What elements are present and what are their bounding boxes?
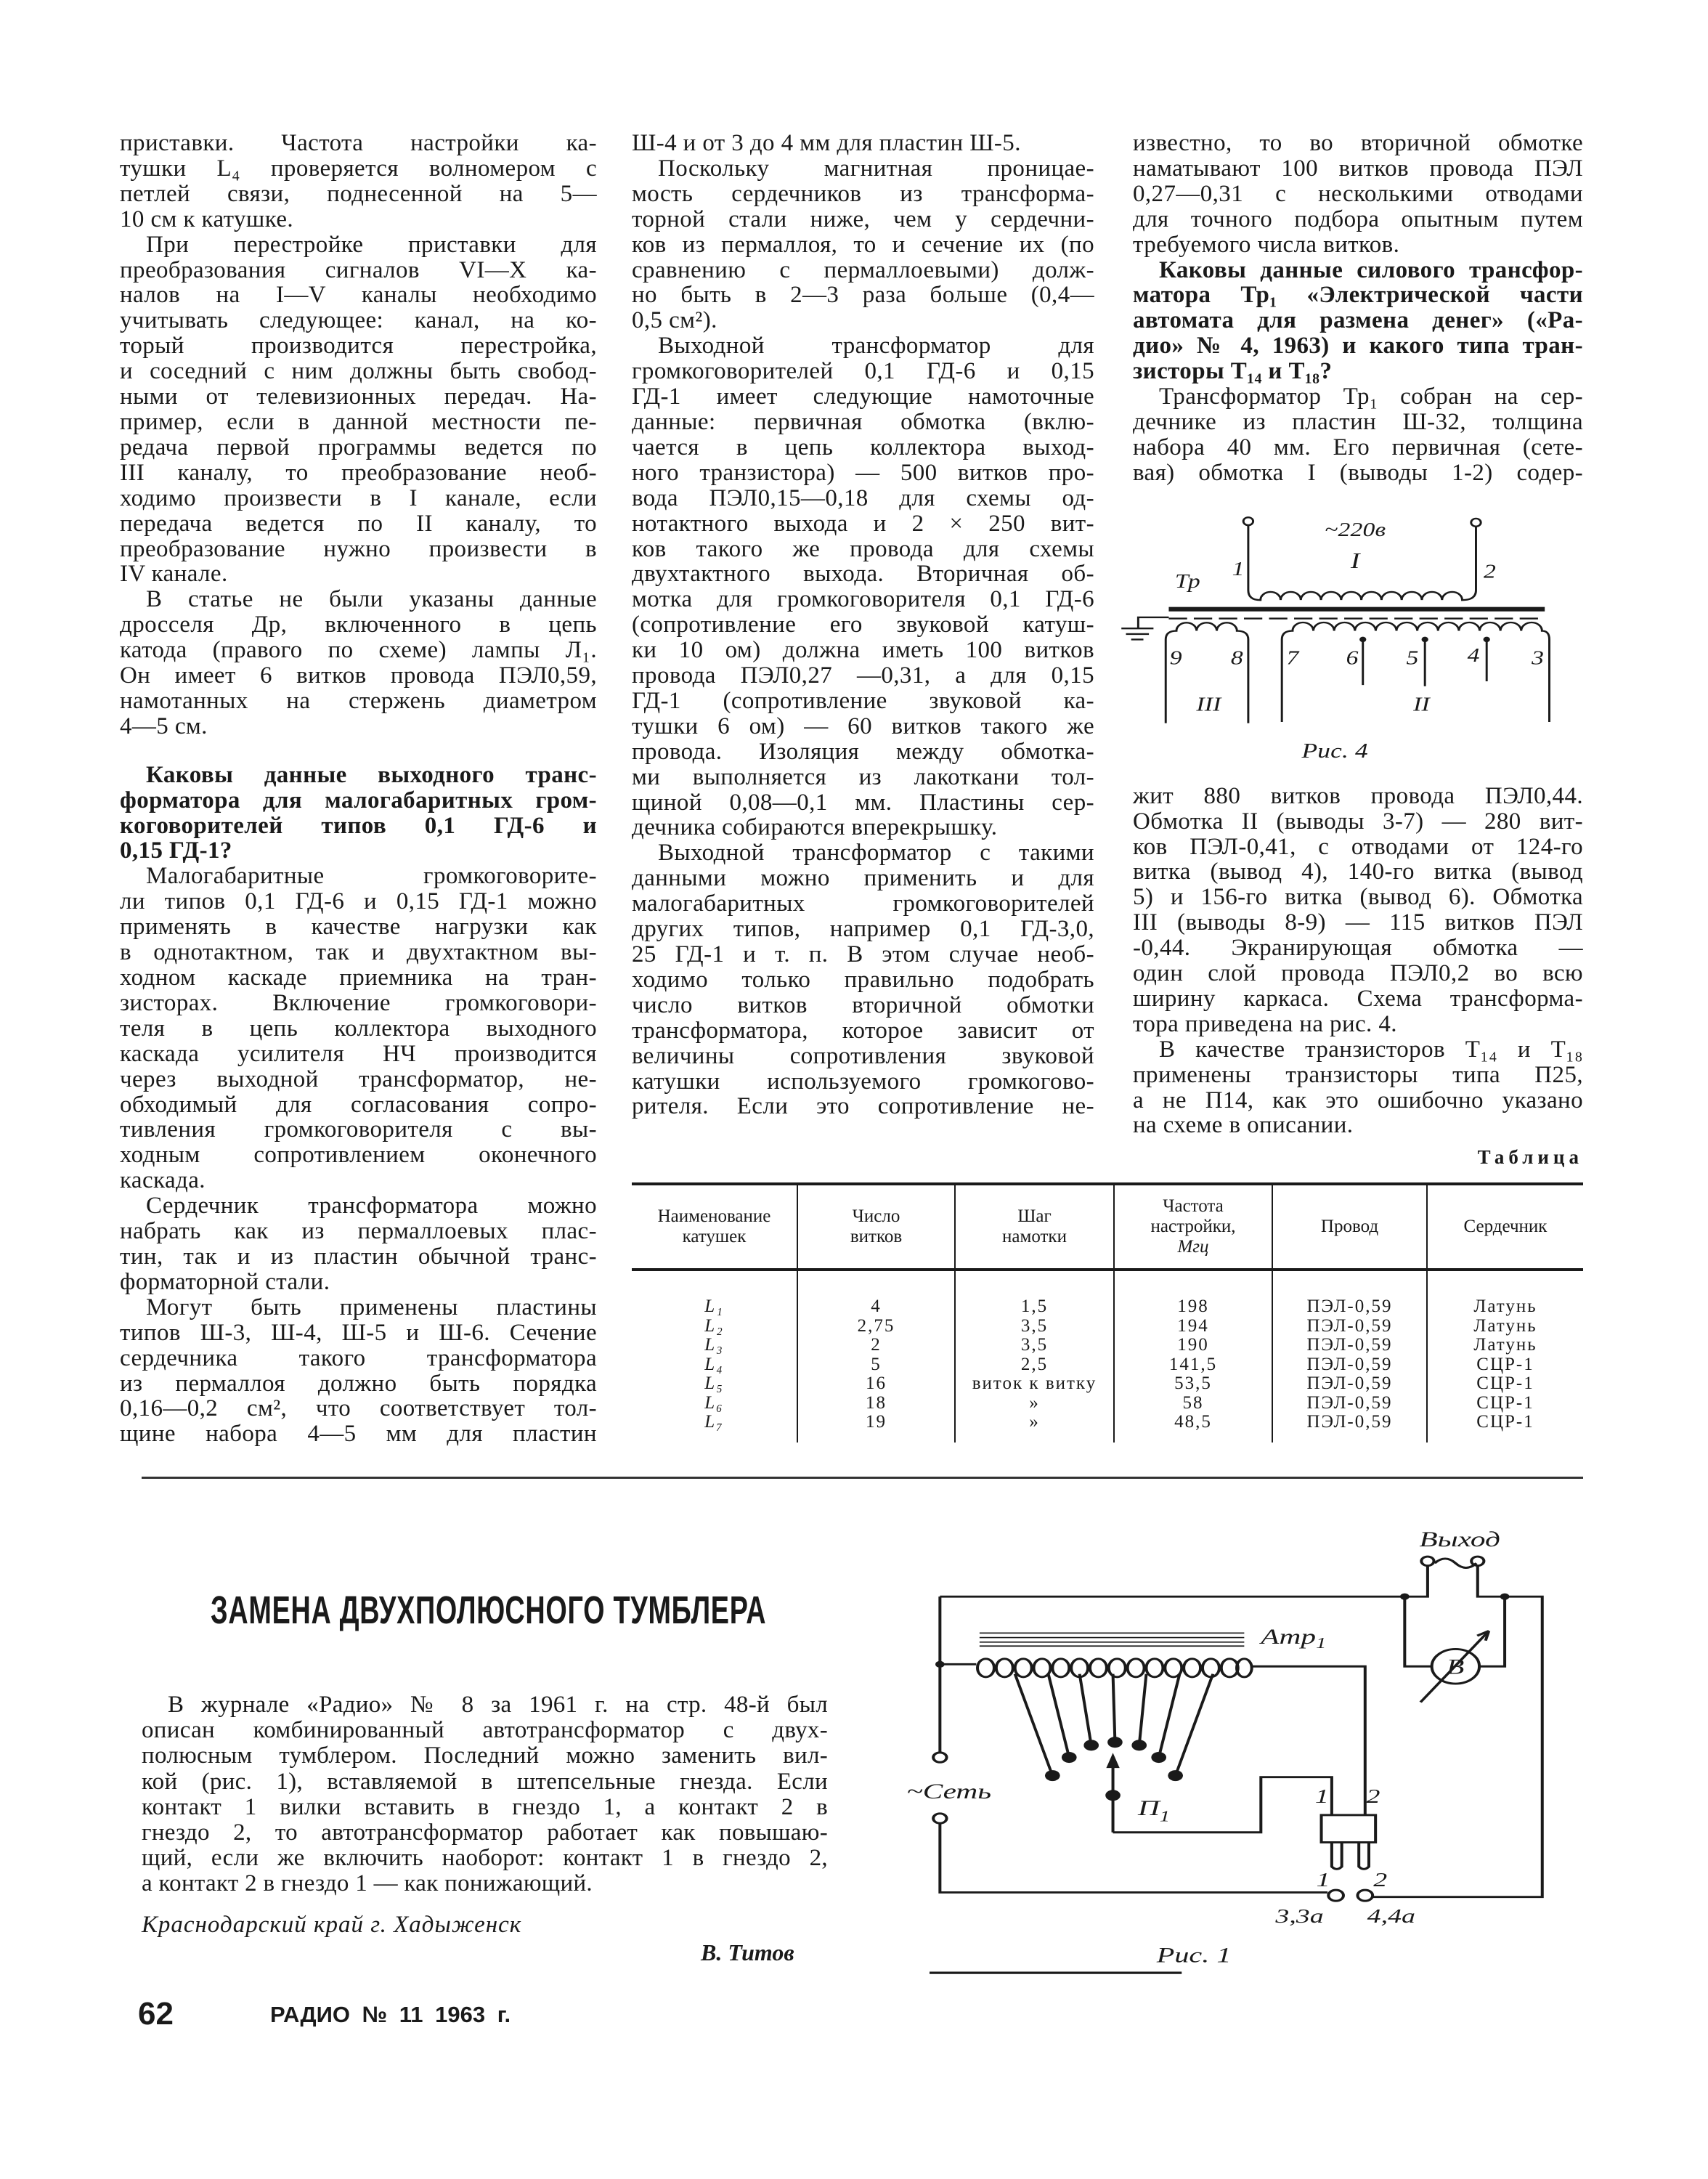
table-header-row	[632, 1184, 1583, 1270]
table-cell: 2,75	[857, 1315, 895, 1336]
text-line: торной стали ниже, чем у сердечни-	[632, 206, 1094, 232]
section-divider	[142, 1477, 1583, 1479]
text-line: число витков вторичной обмотки	[632, 991, 1094, 1018]
table-column	[1114, 1270, 1272, 1442]
table-cell: ПЭЛ-0,59	[1306, 1335, 1393, 1355]
column-header-text: Число	[852, 1206, 900, 1226]
table-cell: L₅	[704, 1373, 724, 1393]
text-line: Ш-4 и от 3 до 4 мм для пластин Ш-5.	[632, 130, 1021, 156]
text-line: ходном каскаде приемника на тран-	[120, 965, 597, 991]
text-line: преобразования сигналов VI—X ка-	[120, 256, 597, 283]
table-cell: Латунь	[1473, 1297, 1537, 1316]
label-output: Выход	[1419, 1527, 1500, 1551]
text-line: Могут быть применены пластины	[146, 1294, 597, 1320]
text-line: В журнале «Радио» № 8 за 1961 г. на стр. 48-й был	[168, 1692, 828, 1718]
text-line: каскада усилителя НЧ производится	[120, 1040, 597, 1067]
table-cell: ПЭЛ-0,59	[1306, 1392, 1393, 1413]
text-line: на схеме в описании.	[1133, 1112, 1354, 1139]
text-line: известно, то во вторичной обмотке	[1133, 130, 1583, 156]
article-place: Краснодарский край г. Хадыженск	[142, 1912, 522, 1938]
table-cell: СЦР-1	[1476, 1373, 1534, 1393]
text-line: двухтактного выхода. Вторичная об-	[632, 561, 1094, 588]
table-cell: 4	[871, 1297, 882, 1316]
column-header-text: Частота	[1163, 1196, 1224, 1216]
text-line: зисторах. Включение громкоговори-	[120, 989, 597, 1016]
text-line: щиной 0,08—0,1 мм. Пластины сер-	[632, 789, 1094, 816]
text-line: дио» № 4, 1963) и какого типа тран-	[1133, 333, 1583, 360]
text-line: для точного подбора опытным путем	[1133, 206, 1583, 232]
coil-wires	[940, 1664, 1365, 1815]
text-line: данными можно применить и для	[632, 865, 1094, 892]
label-mains: ~Сеть	[906, 1779, 992, 1803]
column-header-text: намотки	[1002, 1227, 1067, 1246]
table-column	[955, 1270, 1114, 1442]
text-line: чается в цепь коллектора выход-	[632, 434, 1094, 460]
column-header-text: Шаг	[1017, 1206, 1052, 1226]
text-line: трансформатора, которое зависит от	[632, 1017, 1094, 1044]
table-cell: 190	[1177, 1335, 1209, 1355]
text-line: ходимо только правильно подобрать	[632, 966, 1094, 993]
text-line: Трансформатор Тр₁ собран на сер-	[1159, 384, 1583, 410]
text-line: ков такого же провода для схемы	[632, 535, 1094, 562]
text-line: полюсным тумблером. Последний можно заменить вил-	[142, 1742, 828, 1769]
text-line: автомата для размена денег» («Ра-	[1133, 307, 1583, 334]
terminal-1-icon	[1243, 517, 1253, 525]
text-line: из пермаллоя должно быть порядка	[120, 1370, 597, 1397]
figure-1-caption: Рис. 1	[1156, 1943, 1232, 1968]
label-voltage: ~220в	[1325, 518, 1386, 540]
table-cell: L₇	[704, 1412, 724, 1432]
label-winding-I: I	[1350, 548, 1360, 573]
text-line: учитывать следующее: канал, на ко-	[120, 307, 597, 334]
circuit-wires	[940, 1565, 1542, 1897]
text-line: других типов, например 0,1 ГД-3,0,	[632, 916, 1094, 943]
text-line: тивления громкоговорителя с вы-	[120, 1116, 597, 1143]
text-line: теля в цепь коллектора выходного	[120, 1015, 597, 1042]
column-header	[1114, 1184, 1272, 1270]
footer-magazine-issue: РАДИО № 11 1963 г.	[270, 2002, 511, 2027]
text-line: Сердечник трансформатора можно	[146, 1193, 597, 1220]
text-line: типов Ш-3, Ш-4, Ш-5 и Ш-6. Сечение	[120, 1319, 597, 1346]
table-cell: 3,5	[1020, 1335, 1049, 1355]
plug-prongs-icon	[1332, 1843, 1369, 1870]
text-line: в однотактном, так и двухтактном вы-	[120, 939, 597, 966]
table-cell: ПЭЛ-0,59	[1306, 1315, 1393, 1336]
text-line: ходимо произвести в I канале, если	[120, 484, 597, 511]
table-cell: 53,5	[1174, 1373, 1212, 1393]
column-header-text: витков	[850, 1227, 903, 1246]
label-winding-II: II	[1413, 693, 1430, 715]
column-header	[632, 1184, 797, 1270]
column-header-text: катушек	[682, 1227, 747, 1246]
text-line: ного транзистора) — 500 витков про-	[632, 459, 1094, 486]
table-cell: СЦР-1	[1476, 1354, 1534, 1374]
table-cell: 141,5	[1168, 1354, 1218, 1374]
question-heading	[120, 763, 597, 864]
paragraph	[120, 864, 597, 1193]
label-8: 8	[1230, 646, 1243, 669]
text-line: зисторы Т₁₄ и Т₁₈?	[1133, 358, 1333, 385]
text-line: ГД-1 имеет следующие намоточные	[632, 384, 1094, 410]
mains-terminal-2-icon	[933, 1814, 946, 1823]
table-caption: Таблица	[1477, 1146, 1583, 1168]
paragraph	[120, 1193, 597, 1295]
text-line: передача ведется по II каналу, то	[120, 510, 597, 537]
text-line: ми выполняется из лакоткани тол-	[632, 763, 1094, 790]
text-line: а не П14, как это ошибочно указано	[1133, 1087, 1583, 1113]
column-header	[797, 1184, 955, 1270]
text-line: В качестве транзисторов Т₁₄ и Т₁₈	[1159, 1036, 1583, 1063]
label-5: 5	[1406, 646, 1419, 669]
text-line: мость сердечников из трансформа-	[632, 180, 1094, 207]
article-title: ЗАМЕНА ДВУХПОЛЮСНОГО ТУМБЛЕРА	[211, 1588, 767, 1632]
text-line: тушки 6 ом) — 60 витков такого же	[632, 713, 1094, 739]
label-7: 7	[1286, 646, 1299, 669]
table-cell: Латунь	[1473, 1335, 1537, 1355]
text-line: 0,16—0,2 см², что соответствует тол-	[120, 1395, 597, 1422]
text-line: приставки. Частота настройки ка-	[120, 130, 597, 156]
text-line: ширину каркаса. Схема трансформа-	[1133, 985, 1583, 1012]
text-line: контакт 1 вилки вставить в гнездо 1, а контакт 2 в	[142, 1793, 828, 1820]
text-line: мотка для громкоговорителя 0,1 ГД-6	[632, 586, 1094, 613]
paragraph	[632, 840, 1094, 1119]
table-cell: 16	[866, 1373, 887, 1393]
text-line: Выходной трансформатор с такими	[658, 840, 1094, 867]
paragraph	[1133, 384, 1583, 486]
text-line: требуемого числа витков.	[1133, 231, 1400, 258]
label-socket-1: 1	[1316, 1868, 1330, 1891]
table-cell: 58	[1182, 1392, 1204, 1413]
text-line: 0,5 см²).	[632, 307, 717, 334]
text-line: наматывают 100 витков провода ПЭЛ	[1133, 155, 1583, 182]
text-line: а контакт 2 в гнездо 1 — как понижающий.	[142, 1870, 593, 1897]
table-cell: Латунь	[1473, 1315, 1537, 1336]
paragraph	[120, 131, 597, 232]
table-cell: 3,5	[1020, 1315, 1049, 1336]
paragraph	[120, 587, 597, 739]
label-4: 4	[1467, 644, 1480, 666]
column-header-text: Мгц	[1177, 1237, 1209, 1257]
label-voltmeter: В	[1446, 1655, 1465, 1679]
paragraph	[632, 333, 1094, 840]
text-line: но быть в 2—3 раза больше (0,4—	[632, 282, 1094, 309]
text-line: редача первой программы ведется по	[120, 434, 597, 460]
text-line: Малогабаритные громкоговорите-	[146, 863, 597, 890]
text-line: малогабаритных громкоговорителей	[632, 890, 1094, 917]
label-plug-2: 2	[1366, 1785, 1380, 1808]
text-line: IV канале.	[120, 561, 228, 588]
table-cell: 48,5	[1174, 1412, 1212, 1432]
text-line: сердечника такого трансформатора	[120, 1344, 597, 1371]
text-line: налов на I—V каналы необходимо	[120, 282, 597, 309]
paragraph	[1133, 784, 1583, 1037]
text-line: Каковы данные силового трансфор-	[1159, 256, 1583, 283]
socket-1-icon	[1328, 1890, 1343, 1901]
text-line: Каковы данные выходного транс-	[146, 761, 597, 788]
text-line: один слой провода ПЭЛ0,2 во всю	[1133, 960, 1583, 987]
text-line: тушки L₄ проверяется волномером с	[120, 155, 597, 182]
column-header	[1427, 1184, 1583, 1270]
column-1	[120, 131, 597, 1447]
paragraph	[632, 156, 1094, 333]
text-line: щине набора 4—5 мм для пластин	[120, 1421, 597, 1448]
table-cell: ПЭЛ-0,59	[1306, 1373, 1393, 1393]
table-cell: виток к витку	[972, 1373, 1097, 1393]
text-line: III (выводы 8-9) — 115 витков ПЭЛ	[1133, 909, 1583, 936]
text-line: В статье не были указаны данные	[146, 586, 597, 613]
text-line: жит 880 витков провода ПЭЛ0,44.	[1133, 782, 1583, 809]
text-line: ходным сопротивлением оконечного	[120, 1142, 597, 1169]
plug-icon	[1322, 1815, 1376, 1843]
column-header	[955, 1184, 1114, 1270]
text-line: гнездо 2, то автотрансформатор работает как повышаю-	[142, 1819, 828, 1846]
mains-terminal-1-icon	[933, 1753, 946, 1762]
text-line: каскада.	[120, 1167, 206, 1194]
text-line: торый производится перестройка,	[120, 333, 597, 360]
text-line: ГД-1 (сопротивление звуковой ка-	[632, 687, 1094, 714]
output-terminal-1-icon	[1421, 1557, 1434, 1566]
column-header	[1272, 1184, 1427, 1270]
text-line: вая) обмотка I (выводы 1-2) содер-	[1133, 459, 1583, 486]
text-line: ными от телевизионных передач. На-	[120, 384, 597, 410]
table-cell: 2,5	[1020, 1354, 1049, 1374]
text-line: Он имеет 6 витков провода ПЭЛ0,59,	[120, 662, 597, 689]
table-cell: 19	[866, 1412, 887, 1432]
text-line: ли типов 0,1 ГД-6 и 0,15 ГД-1 можно	[120, 888, 597, 915]
table-cell: »	[1029, 1392, 1040, 1413]
text-line: форматора для малогабаритных гром-	[120, 787, 597, 813]
text-line: провода. Изоляция между обмотка-	[632, 738, 1094, 765]
figure-4-caption: Рис. 4	[1301, 739, 1368, 762]
socket-2-icon	[1357, 1890, 1372, 1901]
paragraph	[632, 131, 1094, 156]
label-2: 2	[1483, 560, 1497, 583]
article-body	[142, 1692, 828, 1897]
paragraph	[120, 1295, 597, 1447]
text-line: сравнению с пермаллоевыми) долж-	[632, 256, 1094, 283]
paragraph	[1133, 1037, 1583, 1139]
text-line: витка (вывод 4), 140-го витка (вывод	[1133, 859, 1583, 885]
text-line: через выходной трансформатор, не-	[120, 1066, 597, 1092]
text-line: нотактного выхода и 2 × 250 вит-	[632, 510, 1094, 537]
text-line: обходимый для согласования сопро-	[120, 1091, 597, 1118]
table-cell: 1,5	[1020, 1297, 1049, 1316]
column-2	[632, 131, 1094, 1119]
text-line: форматорной стали.	[120, 1268, 330, 1295]
ground-icon	[1121, 617, 1168, 640]
text-line: дечника собираются вперекрышку.	[632, 814, 998, 841]
text-line: ки 10 ом) должна иметь 100 витков	[632, 637, 1094, 664]
text-line: ков ПЭЛ-0,41, с отводами от 124-го	[1133, 833, 1583, 860]
text-line: дечнике из пластин Ш-32, толщина	[1133, 408, 1583, 435]
label-switch: $П_1$	[1137, 1795, 1171, 1825]
table-cell: L₄	[704, 1354, 724, 1374]
autotransformer-coil	[977, 1659, 1252, 1677]
text-line: 10 см к катушке.	[120, 206, 294, 232]
text-line: кой (рис. 1), вставляемой в штепсельные гнезда. Если	[142, 1768, 828, 1795]
column-header-text: настройки,	[1150, 1217, 1236, 1236]
label-9: 9	[1169, 646, 1182, 669]
table-column	[632, 1270, 797, 1442]
text-line: данные: первичная обмотка (вклю-	[632, 408, 1094, 435]
text-line: провода ПЭЛ0,27 —0,31, а для 0,15	[632, 662, 1094, 689]
text-line: 0,27—0,31 с несколькими отводами	[1133, 180, 1583, 207]
table-column	[1272, 1270, 1427, 1442]
table-column	[1427, 1270, 1583, 1442]
table-cell: 2	[871, 1335, 882, 1355]
table-cell: 5	[871, 1354, 882, 1374]
page-number: 62	[138, 1996, 174, 2032]
text-line: (сопротивление его звуковой катуш-	[632, 612, 1094, 638]
label-socket-2: 2	[1373, 1868, 1388, 1891]
text-line: -0,44. Экранирующая обмотка —	[1133, 935, 1583, 962]
text-line: катушки используемого громкогово-	[632, 1068, 1094, 1095]
text-line: При перестройке приставки для	[146, 231, 597, 258]
text-line: вода ПЭЛ0,15—0,18 для схемы од-	[632, 484, 1094, 511]
label-plug-1: 1	[1314, 1785, 1329, 1808]
column-header-text: Провод	[1320, 1217, 1379, 1236]
table-cell: L₃	[704, 1335, 724, 1355]
table-cell: СЦР-1	[1476, 1392, 1534, 1413]
text-line: петлей связи, поднесенной на 5—	[120, 180, 597, 207]
spacer	[120, 739, 597, 763]
table-cell: СЦР-1	[1476, 1412, 1534, 1432]
text-line: величины сопротивления звуковой	[632, 1042, 1094, 1069]
table-cell: 194	[1177, 1315, 1209, 1336]
text-line: 4—5 см.	[120, 713, 208, 739]
text-line: Поскольку магнитная проницае-	[658, 155, 1094, 182]
text-line: тора приведена на рис. 4.	[1133, 1010, 1397, 1037]
text-line: катода (правого по схеме) лампы Л₁.	[120, 637, 597, 664]
paragraph	[120, 232, 597, 588]
text-line: коговорителей типов 0,1 ГД-6 и	[120, 812, 597, 839]
label-6: 6	[1346, 646, 1359, 669]
table-cell: L₂	[704, 1315, 724, 1336]
text-line: преобразование нужно произвести в	[120, 535, 597, 562]
paragraph	[1133, 131, 1583, 258]
column-header-text: Сердечник	[1463, 1217, 1548, 1236]
autotransformer-core	[980, 1633, 1244, 1646]
label-tr: Тр	[1174, 569, 1200, 593]
text-line: набора 40 мм. Его первичная (сете-	[1133, 434, 1583, 460]
question-heading	[1133, 258, 1583, 385]
text-line: намотанных на стержень диаметром	[120, 687, 597, 714]
table-cell: 18	[866, 1392, 887, 1413]
table-cell: L₁	[704, 1297, 724, 1316]
text-line: 25 ГД-1 и т. п. В этом случае необ-	[632, 941, 1094, 967]
label-socket-1-current: 3,3а	[1275, 1905, 1324, 1928]
table-cell: ПЭЛ-0,59	[1306, 1297, 1393, 1316]
text-line: III каналу, то преобразование необ-	[120, 459, 597, 486]
text-line: громкоговорителей 0,1 ГД-6 и 0,15	[632, 358, 1094, 385]
text-line: Обмотка II (выводы 3-7) — 280 вит-	[1133, 808, 1583, 835]
column-3	[1133, 131, 1583, 1138]
figure-4-transformer-schematic	[1118, 492, 1598, 782]
text-line: применены транзисторы типа П25,	[1133, 1061, 1583, 1088]
column-header-text: Наименование	[657, 1206, 771, 1226]
text-line: и соседний с ним должны быть свобод-	[120, 358, 597, 385]
figure-1-autotransformer-schematic	[906, 1525, 1583, 2005]
text-line: 5) и 156-го витка (вывод 6). Обмотка	[1133, 884, 1583, 911]
label-3: 3	[1532, 646, 1545, 669]
text-line: рителя. Если это сопротивление не-	[632, 1093, 1094, 1120]
text-line: пример, если в данной местности пе-	[120, 408, 597, 435]
transformer-core	[1168, 606, 1545, 611]
coil-data-table	[632, 1182, 1583, 1442]
label-autotransformer: Атр$_1$	[1261, 1624, 1327, 1652]
text-line: щий, если же включить наоборот: контакт 1 в гнездо 2,	[142, 1845, 828, 1872]
text-line: ков из пермаллоя, то и сечение их (по	[632, 231, 1094, 258]
text-line: 0,15 ГД-1?	[120, 837, 232, 864]
table-cell: ПЭЛ-0,59	[1306, 1354, 1393, 1374]
text-line: матора Тр₁ «Электрической части	[1133, 282, 1583, 309]
text-line: Выходной трансформатор для	[658, 333, 1094, 360]
table-cell: »	[1029, 1412, 1040, 1432]
table-cell: ПЭЛ-0,59	[1306, 1412, 1393, 1432]
article-author: В. Титов	[701, 1939, 794, 1965]
table-cell: 198	[1177, 1297, 1209, 1316]
label-winding-III: III	[1196, 693, 1221, 715]
text-line: применять в качестве нагрузки как	[120, 914, 597, 941]
label-1: 1	[1232, 557, 1245, 580]
table-cell: L₆	[704, 1392, 724, 1413]
text-line: тин, так и из пластин обычной транс-	[120, 1243, 597, 1270]
text-line: набрать как из пермаллоевых плас-	[120, 1218, 597, 1245]
label-socket-2-current: 4,4а	[1367, 1905, 1415, 1928]
text-line: описан комбинированный автотрансформатор с двух-	[142, 1717, 828, 1744]
text-line: дросселя Др, включенного в цепь	[120, 612, 597, 638]
terminal-2-icon	[1471, 519, 1481, 527]
table-body	[632, 1270, 1583, 1442]
table-column	[797, 1270, 955, 1442]
